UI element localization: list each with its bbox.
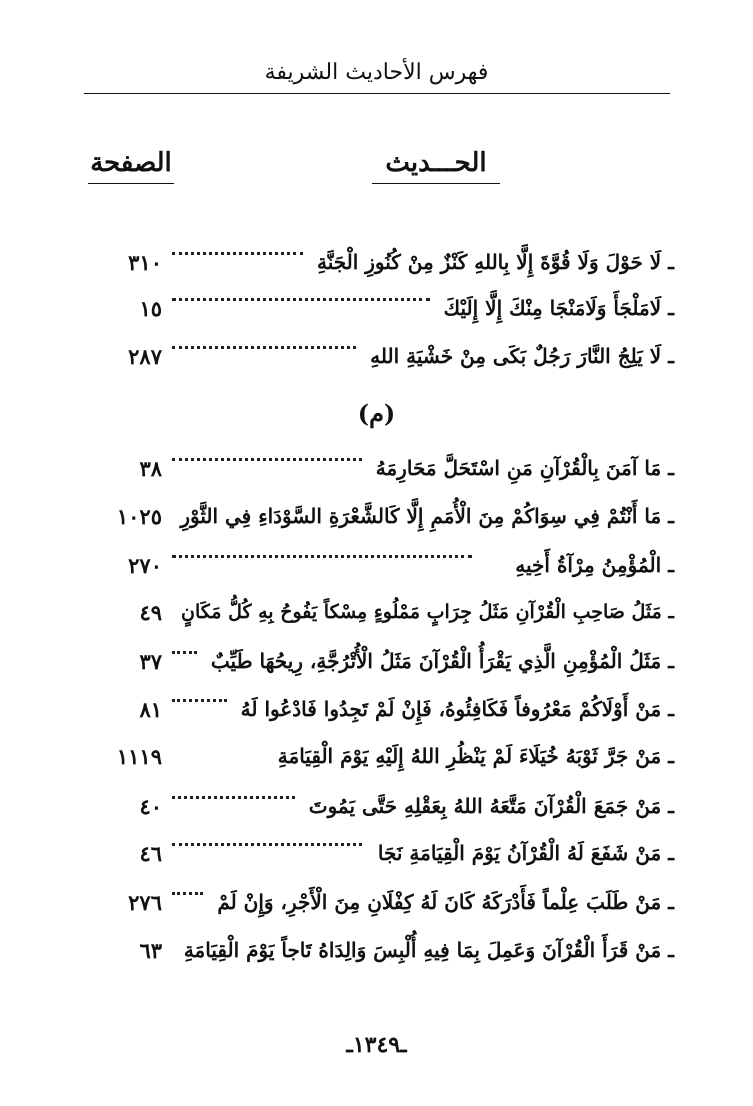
hadith-text: ـ مَنْ طَلَبَ عِلْماً فَأَدْرَكَهُ كَانَ لَهُ كِفْلَانِ مِنَ الْأَجْرِ، وَإِنْ لَمْ <box>217 890 674 914</box>
page-number: ٣٨ <box>139 456 162 481</box>
index-entry <box>82 835 674 875</box>
index-entry <box>82 788 674 828</box>
leader-dots <box>172 699 227 702</box>
hadith-text: ـ مَثَلُ الْمُؤْمِنِ الَّذِي يَقْرَأُ الْقُرْآنَ مَثَلُ الْأُتْرُجَّةِ، رِيحُهَا طَيِّبٌ <box>210 649 674 673</box>
hadith-text: ـ لَا يَلِجُ النَّارَ رَجُلٌ بَكَى مِنْ خَشْيَةِ اللهِ <box>370 344 674 368</box>
index-entry <box>82 932 674 972</box>
page-number: ١١١٩ <box>116 744 162 769</box>
index-entry <box>82 498 674 538</box>
column-heading-hadith: الحـــديث <box>372 146 500 184</box>
hadith-text: ـ مَنْ أَوْلَاكُمْ مَعْرُوفاً فَكَافِئُوهُ، فَإِنْ لَمْ تَجِدُوا فَادْعُوا لَهُ <box>240 697 674 721</box>
folio-page-number: ـ١٣٤٩ـ <box>346 1032 407 1058</box>
page-number: ١٠٢٥ <box>116 504 162 529</box>
index-entry <box>82 338 674 378</box>
index-entry <box>82 738 674 778</box>
hadith-text: ـ لَا حَوْلَ وَلَا قُوَّةَ إِلَّا بِاللهِ كَنْزٌ مِنْ كُنُوزِ الْجَنَّةِ <box>316 250 674 274</box>
leader-dots <box>172 651 197 654</box>
leader-dots <box>172 298 430 301</box>
index-entry <box>82 691 674 731</box>
section-letter: (م) <box>357 399 396 428</box>
column-heading-page: الصفحة <box>88 146 174 184</box>
leader-dots <box>172 892 203 895</box>
page-number: ٤٠ <box>139 794 162 819</box>
hadith-text: ـ مَنْ قَرَأَ الْقُرْآنَ وَعَمِلَ بِمَا فِيهِ أُلْبِسَ وَالِدَاهُ تَاجاً يَوْمَ الْقِيَامَةِ <box>183 938 674 962</box>
page-number: ٤٦ <box>139 841 162 866</box>
index-entry <box>82 290 674 330</box>
header-rule <box>84 93 670 94</box>
hadith-text: ـ مَا آمَنَ بِالْقُرْآنِ مَنِ اسْتَحَلَّ مَحَارِمَهُ <box>375 456 674 480</box>
leader-dots <box>172 555 472 558</box>
leader-dots <box>172 843 362 846</box>
hadith-text: ـ مَثَلُ صَاحِبِ الْقُرْآنِ مَثَلُ جِرَابٍ مَمْلُوءٍ مِسْكاً يَفُوحُ بِهِ كُلُّ مَكَانٍ <box>181 601 674 623</box>
running-head: فهرس الأحاديث الشريفة <box>264 60 489 85</box>
index-entry <box>82 884 674 924</box>
page-number: ٦٣ <box>139 938 162 963</box>
index-entry <box>82 547 674 587</box>
hadith-text: ـ مَا أَنْتُمْ فِي سِوَاكُمْ مِنَ الْأُمَمِ إِلَّا كَالشَّعْرَةِ السَّوْدَاءِ فِي الثَّوْرِ <box>180 504 674 528</box>
hadith-text: ـ مَنْ شَفَعَ لَهُ الْقُرْآنُ يَوْمَ الْقِيَامَةِ نَجَا <box>377 841 674 865</box>
page-number: ١٥ <box>139 296 162 321</box>
hadith-text: ـ مَنْ جَمَعَ الْقُرْآنَ مَتَّعَهُ اللهُ بِعَقْلِهِ حَتَّى يَمُوتَ <box>308 794 674 818</box>
leader-dots <box>172 458 362 461</box>
hadith-text: ـ مَنْ جَرَّ ثَوْبَهُ خُيَلَاءَ لَمْ يَنْظُرِ اللهُ إِلَيْهِ يَوْمَ الْقِيَامَةِ <box>277 744 674 768</box>
page-number: ٢٧٠ <box>128 553 162 578</box>
page-number: ٤٩ <box>139 600 162 625</box>
leader-dots <box>172 796 295 799</box>
hadith-text: ـ الْمُؤْمِنُ مِرْآةُ أَخِيهِ <box>515 553 674 577</box>
index-entry <box>82 594 674 634</box>
page-number: ٣٧ <box>139 649 162 674</box>
leader-dots <box>172 252 303 255</box>
index-entry <box>82 450 674 490</box>
index-entry <box>82 643 674 683</box>
page-number: ٢٧٦ <box>128 890 162 915</box>
hadith-text: ـ لَامَلْجَأَ وَلَامَنْجَا مِنْكَ إِلَّا إِلَيْكَ <box>443 296 674 320</box>
index-entry <box>82 244 674 284</box>
page-number: ٨١ <box>139 697 162 722</box>
page-number: ٣١٠ <box>128 250 162 275</box>
leader-dots <box>172 346 356 349</box>
page-number: ٢٨٧ <box>128 344 162 369</box>
